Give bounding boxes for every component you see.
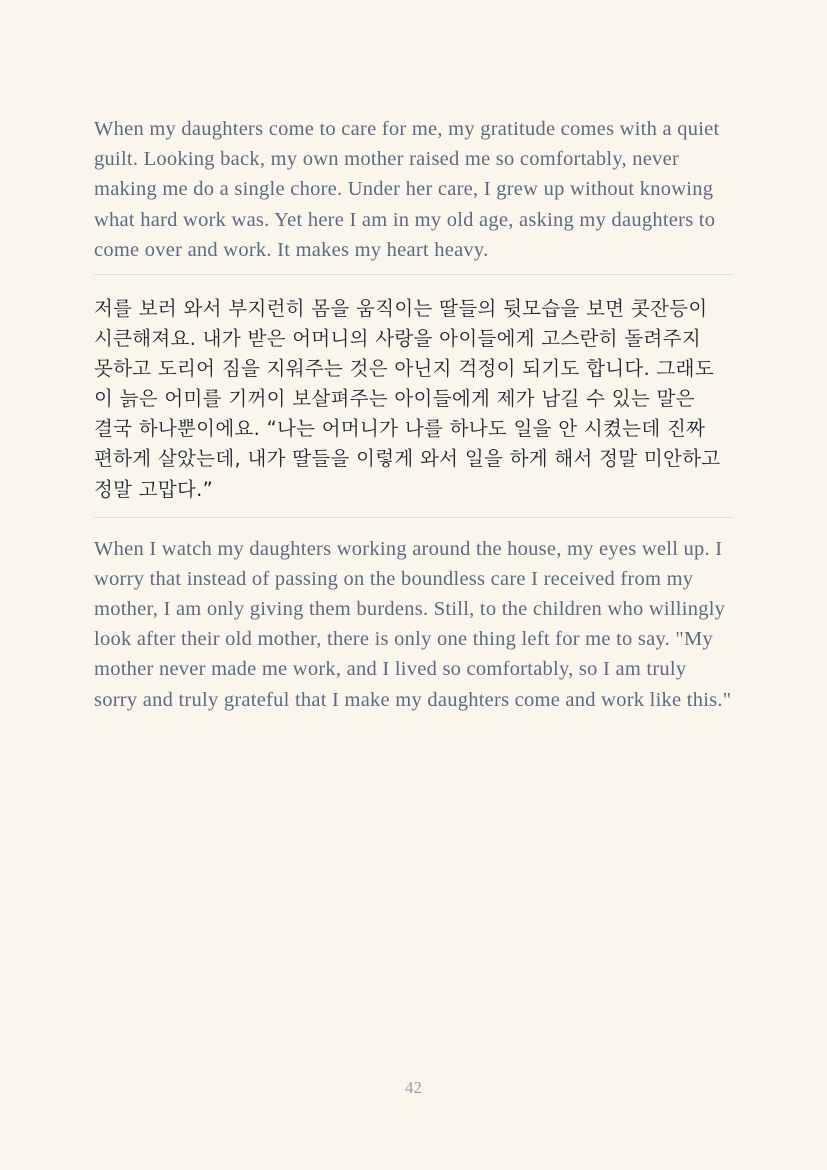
- korean-paragraph: 저를 보러 와서 부지런히 몸을 움직이는 딸들의 뒷모습을 보면 콧잔등이 시큰해져요. 내가 받은 어머니의 사랑을 아이들에게 고스란히 돌려주지 못하고 도리어 짐을 지워주는 것은 아닌지 걱정이 되기도 합니다. 그래도 이 늙은 어미를 기꺼이 보살펴주는 아이들에게 제가 남길 수 있는 말은 결국 하나뿐이에요. “나는 어머니가 나를 하나도 일을 안 시켰는데 진짜 편하게 살았는데, 내가 딸들을 이렇게 와서 일을 하게 해서 정말 미안하고 정말 고맙다.”: [94, 297, 721, 501]
- english-paragraph-1: When my daughters come to care for me, my gratitude comes with a quiet guilt. Looking back, my own mother raised me so comfortably, never making me do a single chore. Under her care, I grew up without knowing what hard work was. Yet here I am in my old age, asking my daughters to come over and work. It makes my heart heavy.: [94, 118, 720, 261]
- page-content: [94, 114, 734, 715]
- page-number: 42: [405, 1078, 422, 1097]
- english-paragraph-2: When I watch my daughters working around the house, my eyes well up. I worry that instead of passing on the boundless care I received from my mother, I am only giving them burdens. Still, to the children who willingly look after their old mother, there is only one thing left for me to say. "My mother never made me work, and I lived so comfortably, so I am truly sorry and truly grateful that I make my daughters come and work like this.": [94, 537, 732, 711]
